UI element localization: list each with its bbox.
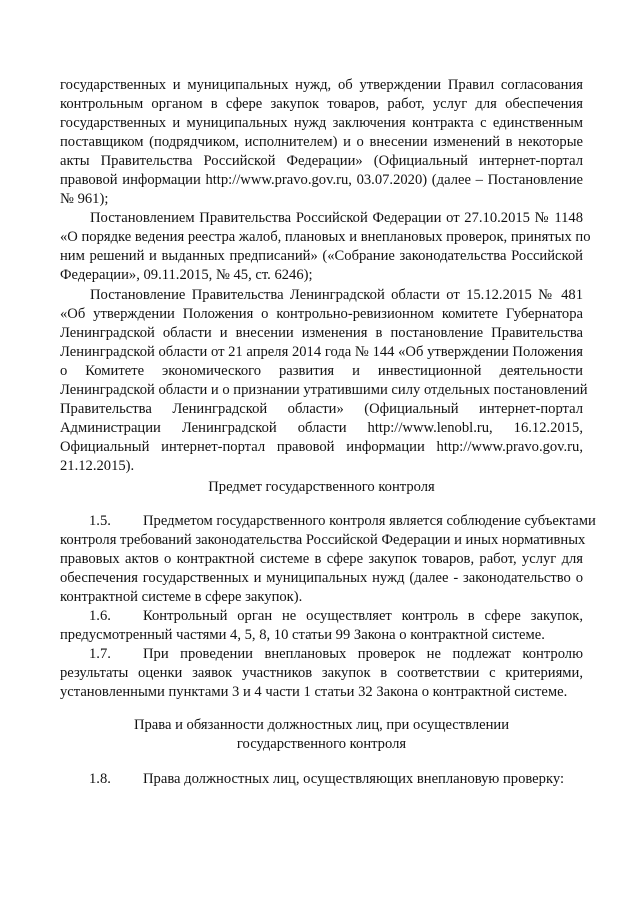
text-line: 21.12.2015). xyxy=(60,458,135,474)
text-line: Правительства Ленинградской области» (Официальный интернет-портал xyxy=(60,401,583,417)
text-line: контроля требований законодательства Российской Федерации и иных нормативных xyxy=(60,532,586,548)
text-line: установленными пунктами 3 и 4 части 1 статьи 32 Закона о контрактной системе. xyxy=(60,684,568,700)
text-line: результаты оценки заявок участников закупок в соответствии с критериями, xyxy=(60,665,583,681)
item-number: 1.8. xyxy=(89,771,111,787)
text-line: акты Правительства Российской Федерации» (Официальный интернет-портал xyxy=(60,153,583,169)
text-line: контрактной системе в сфере закупок). xyxy=(60,589,303,605)
text-line: Ленинградской области и о признании утратившими силу отдельных постановлений xyxy=(60,382,588,398)
text-line: Федерации», 09.11.2015, № 45, ст. 6246); xyxy=(60,267,313,283)
text-line: о Комитете экономического развития и инвестиционной деятельности xyxy=(60,363,583,379)
text-line: обеспечения государственных и муниципальных нужд (далее - законодательство о xyxy=(60,570,583,586)
text-line: государственных и муниципальных нужд, об утверждении Правил согласования xyxy=(60,77,583,93)
text-line: Администрации Ленинградской области http://www.lenobl.ru, 16.12.2015, xyxy=(60,420,583,436)
text-line: Постановлением Правительства Российской Федерации от 27.10.2015 № 1148 xyxy=(90,210,583,226)
text-line: предусмотренный частями 4, 5, 8, 10 статьи 99 Закона о контрактной системе. xyxy=(60,627,545,643)
text-line: «О порядке ведения реестра жалоб, плановых и внеплановых проверок, принятых по xyxy=(60,229,591,245)
text-line: Предметом государственного контроля является соблюдение субъектами xyxy=(143,513,596,529)
item-number: 1.6. xyxy=(89,608,111,624)
text-line: Официальный интернет-портал правовой информации http://www.pravo.gov.ru, xyxy=(60,439,583,455)
item-number: 1.7. xyxy=(89,646,111,662)
text-line: ним решений и выданных предписаний» («Собрание законодательства Российской xyxy=(60,248,583,264)
section-heading: государственного контроля xyxy=(236,736,407,752)
text-line: поставщиком (подрядчиком, исполнителем) и о внесении изменений в некоторые xyxy=(60,134,583,150)
text-line: Права должностных лиц, осуществляющих внеплановую проверку: xyxy=(143,771,565,787)
text-line: № 961); xyxy=(60,191,109,207)
text-line: контрольным органом в сфере закупок товаров, работ, услуг для обеспечения xyxy=(60,96,583,112)
item-number: 1.5. xyxy=(89,513,111,529)
text-line: Ленинградской области от 21 апреля 2014 года № 144 «Об утверждении Положения xyxy=(60,344,583,360)
section-heading: Права и обязанности должностных лиц, при осуществлении xyxy=(133,717,510,733)
text-line: «Об утверждении Положения о контрольно-ревизионном комитете Губернатора xyxy=(60,306,583,322)
text-line: правовой информации http://www.pravo.gov.ru, 03.07.2020) (далее – Постановление xyxy=(60,172,583,188)
text-line: Ленинградской области и внесении изменения в постановление Правительства xyxy=(60,325,583,341)
text-line: Постановление Правительства Ленинградской области от 15.12.2015 № 481 xyxy=(90,287,583,303)
text-line: Контрольный орган не осуществляет контроль в сфере закупок, xyxy=(143,608,583,624)
section-heading: Предмет государственного контроля xyxy=(208,479,435,495)
text-line: государственных и муниципальных нужд заключения контракта с единственным xyxy=(60,115,583,131)
text-line: При проведении внеплановых проверок не подлежат контролю xyxy=(143,646,583,662)
text-line: правовых актов о контрактной системе в сфере закупок товаров, работ, услуг для xyxy=(60,551,583,567)
